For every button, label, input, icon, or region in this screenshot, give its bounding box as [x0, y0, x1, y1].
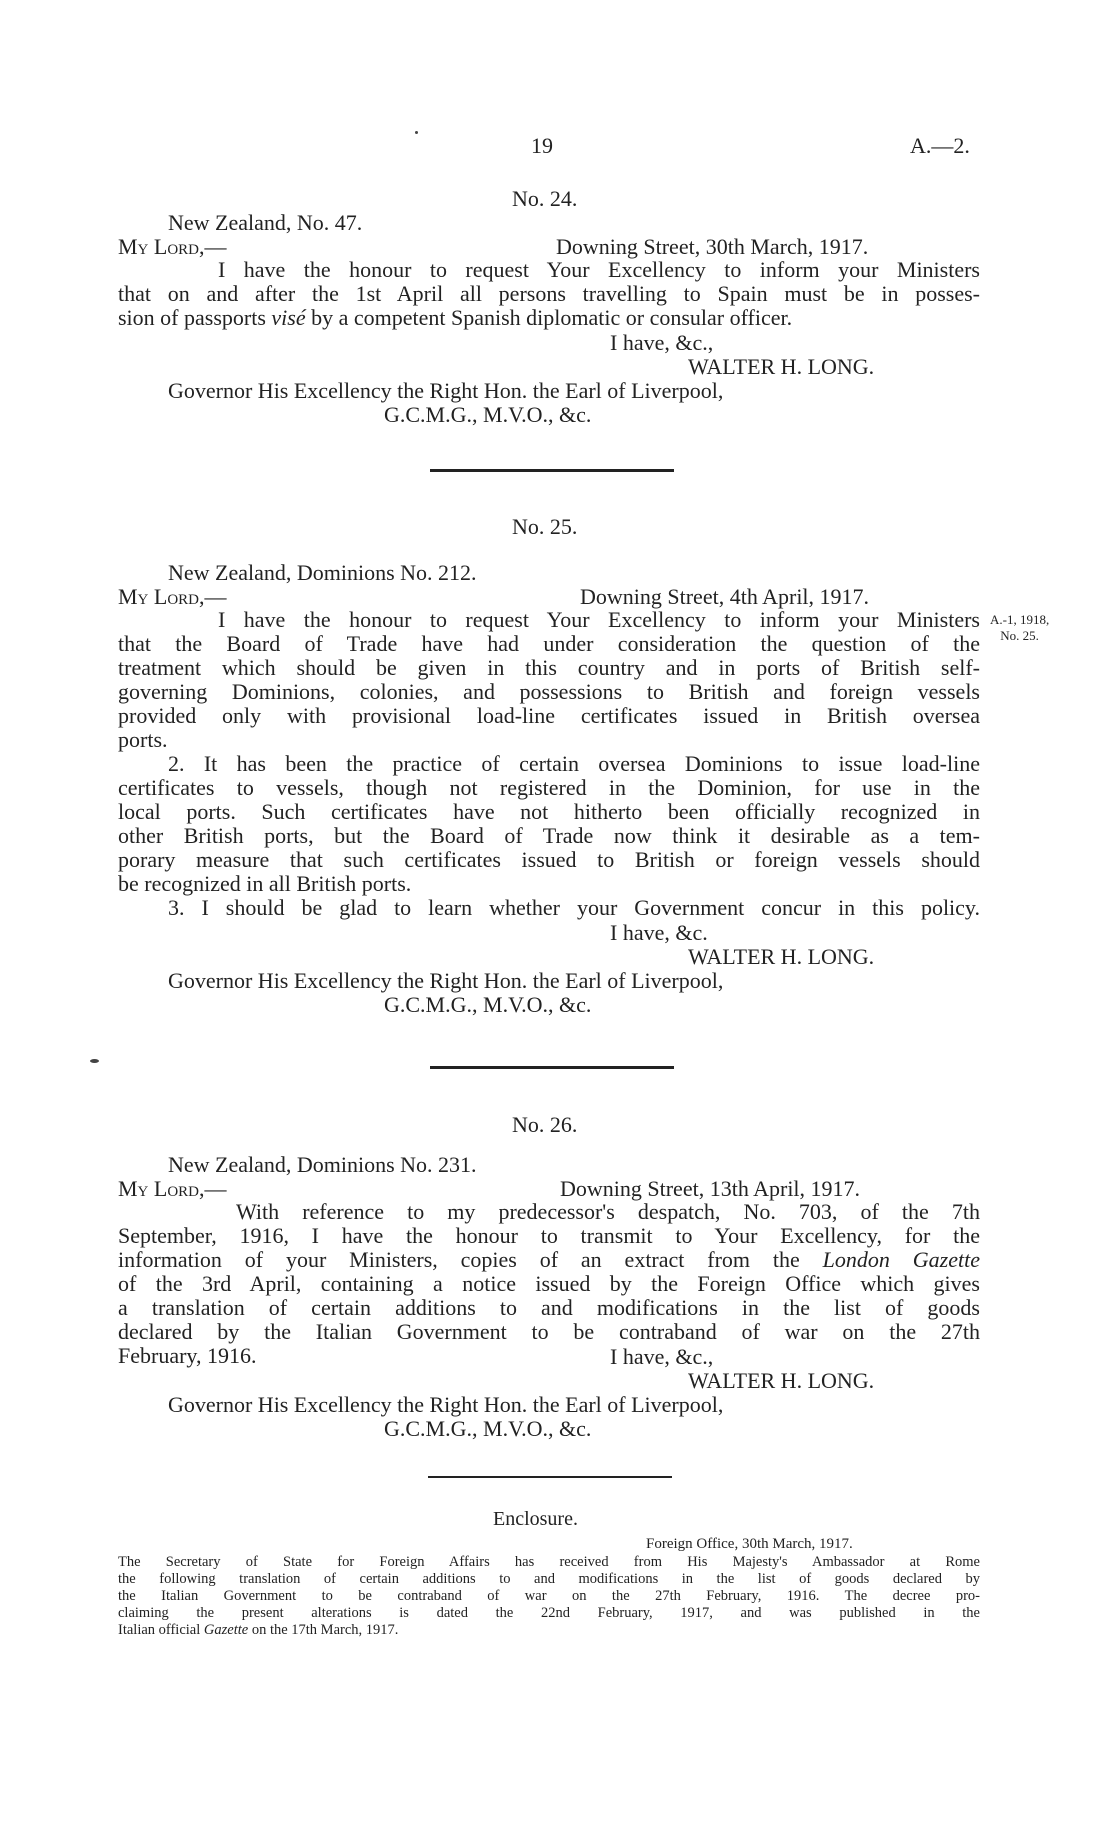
letter-reference: New Zealand, Dominions No. 212.: [168, 560, 477, 585]
italic-word: Gazette: [203, 1622, 249, 1638]
body-line: treatment which should be given in this country and in ports of British self-: [118, 655, 980, 680]
enclosure-dateline: Foreign Office, 30th March, 1917.: [646, 1536, 853, 1552]
page-number: 19: [531, 133, 553, 158]
address-date: Downing Street, 13th April, 1917.: [560, 1176, 861, 1201]
body-line: 3. I should be glad to learn whether your Government concur in this policy.: [168, 895, 980, 920]
body-line: sion of passports visé by a competent Spanish diplomatic or consular officer.: [118, 305, 793, 330]
body-line: ports.: [118, 727, 168, 752]
margin-note-line: A.-1, 1918,: [990, 612, 1050, 627]
body-line: other British ports, but the Board of Trade now think it desirable as a tem-: [118, 823, 980, 848]
addressee-honours: G.C.M.G., M.V.O., &c.: [384, 1416, 592, 1441]
body-line: governing Dominions, colonies, and possessions to British and foreign vessels: [118, 679, 980, 704]
section-rule: [430, 1066, 674, 1069]
enclosure-text: Italian official: [118, 1622, 201, 1638]
closing: I have, &c.,: [610, 1344, 714, 1369]
section-rule: [430, 469, 674, 472]
body-line: With reference to my predecessor's despatch, No. 703, of the 7th: [236, 1199, 980, 1224]
signature: WALTER H. LONG.: [688, 944, 875, 969]
speck: [90, 1059, 99, 1063]
closing: I have, &c.,: [610, 330, 714, 355]
letter-number: No. 26.: [512, 1112, 578, 1137]
body-text: information of your Ministers, copies of an extract from the: [118, 1247, 800, 1272]
body-line: that the Board of Trade have had under consideration the question of the: [118, 631, 980, 656]
address-date: Downing Street, 30th March, 1917.: [556, 234, 869, 259]
salutation: My Lord,—: [118, 584, 227, 609]
body-line: 2. It has been the practice of certain oversea Dominions to issue load-line: [168, 751, 980, 776]
enclosure-text: on the 17th March, 1917.: [251, 1622, 399, 1638]
addressee: Governor His Excellency the Right Hon. the Earl of Liverpool,: [168, 1392, 724, 1417]
addressee-honours: G.C.M.G., M.V.O., &c.: [384, 992, 592, 1017]
addressee-honours: G.C.M.G., M.V.O., &c.: [384, 402, 592, 427]
letter-reference: New Zealand, Dominions No. 231.: [168, 1152, 477, 1177]
enclosure-line: the Italian Government to be contraband of war on the 27th February, 1916. The decree pro-: [118, 1588, 980, 1604]
signature: WALTER H. LONG.: [688, 354, 875, 379]
enclosure-line: [118, 1622, 980, 1639]
body-line: September, 1916, I have the honour to transmit to Your Excellency, for the: [118, 1223, 980, 1248]
enclosure-line: The Secretary of State for Foreign Affairs has received from His Majesty's Ambassador at Rome: [118, 1554, 980, 1570]
body-line: provided only with provisional load-line certificates issued in British oversea: [118, 703, 980, 728]
enclosure-heading: Enclosure.: [493, 1508, 578, 1530]
enclosure-line: the following translation of certain additions to and modifications in the list of goods declared by: [118, 1571, 980, 1587]
body-line: porary measure that such certificates issued to British or foreign vessels should: [118, 847, 980, 872]
address-date: Downing Street, 4th April, 1917.: [580, 584, 870, 609]
letter-reference: New Zealand, No. 47.: [168, 210, 363, 235]
salutation: My Lord,—: [118, 1176, 227, 1201]
speck: [415, 131, 418, 134]
body-line: [118, 1248, 980, 1272]
salutation: My Lord,—: [118, 234, 227, 259]
body-line: that on and after the 1st April all persons travelling to Spain must be in posses-: [118, 281, 980, 306]
enclosure-line: claiming the present alterations is dated the 22nd February, 1917, and was published in the: [118, 1605, 980, 1621]
italic-title: London Gazette: [822, 1247, 980, 1272]
body-line: local ports. Such certificates have not hitherto been officially recognized in: [118, 799, 980, 824]
margin-note-line: No. 25.: [1000, 628, 1039, 643]
section-rule: [428, 1476, 672, 1478]
body-line: be recognized in all British ports.: [118, 871, 412, 896]
body-line: I have the honour to request Your Excellency to inform your Ministers: [218, 607, 980, 632]
closing: I have, &c.: [610, 920, 708, 945]
body-line: declared by the Italian Government to be contraband of war on the 27th: [118, 1319, 980, 1344]
body-line: a translation of certain additions to and modifications in the list of goods: [118, 1295, 980, 1320]
addressee: Governor His Excellency the Right Hon. the Earl of Liverpool,: [168, 378, 724, 403]
letter-number: No. 25.: [512, 514, 578, 539]
body-line: I have the honour to request Your Excellency to inform your Ministers: [218, 257, 980, 282]
paper-reference: A.—2.: [910, 133, 970, 158]
addressee: Governor His Excellency the Right Hon. the Earl of Liverpool,: [168, 968, 724, 993]
margin-note: [990, 612, 1049, 644]
signature: WALTER H. LONG.: [688, 1368, 875, 1393]
body-line: February, 1916.: [118, 1343, 257, 1368]
letter-number: No. 24.: [512, 186, 578, 211]
body-line: of the 3rd April, containing a notice issued by the Foreign Office which gives: [118, 1271, 980, 1296]
body-line: certificates to vessels, though not registered in the Dominion, for use in the: [118, 775, 980, 800]
